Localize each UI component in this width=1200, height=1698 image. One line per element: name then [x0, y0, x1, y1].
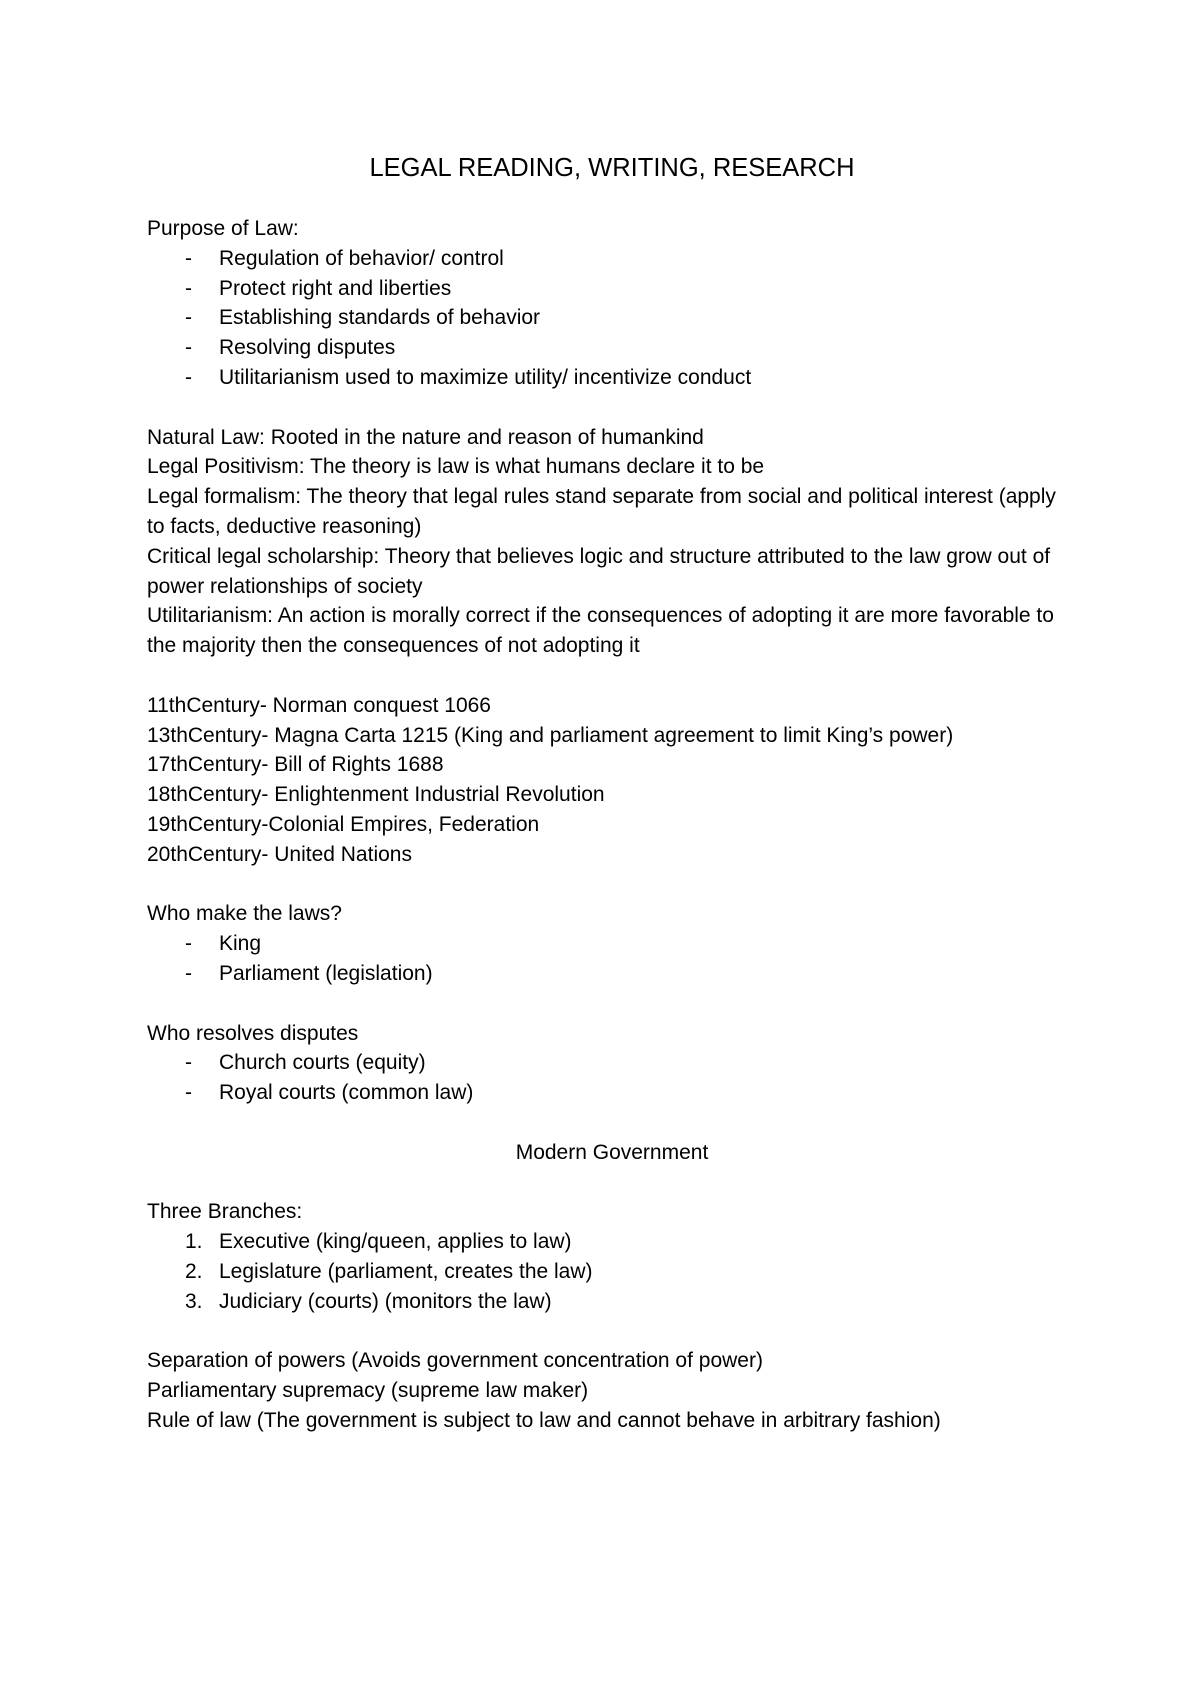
list-item: 1. Executive (king/queen, applies to law): [147, 1227, 1077, 1257]
list-item: - Royal courts (common law): [147, 1078, 1077, 1108]
list-item: - Parliament (legislation): [147, 959, 1077, 989]
dash-marker: -: [185, 246, 192, 270]
dash-marker: -: [185, 1081, 192, 1105]
modern-government-heading: Modern Government: [515, 1140, 709, 1164]
dash-marker: -: [185, 336, 192, 360]
branches-heading: Three Branches:: [147, 1200, 303, 1224]
list-item: - Protect right and liberties: [147, 274, 1077, 304]
list-item: 3. Judiciary (courts) (monitors the law): [147, 1287, 1077, 1317]
list-item: - Church courts (equity): [147, 1048, 1077, 1078]
theory-critical-legal-scholarship: Critical legal scholarship: Theory that believes logic and structure attributed to the law grow out of power relationships of society: [147, 544, 1051, 598]
dash-marker: -: [185, 306, 192, 330]
century-11: 11thCentury- Norman conquest 1066: [147, 693, 491, 717]
spacer: [147, 393, 1077, 423]
spacer: [147, 1108, 1077, 1138]
spacer: [147, 1316, 1077, 1346]
dash-marker: -: [185, 365, 192, 389]
century-17: 17thCentury- Bill of Rights 1688: [147, 753, 444, 777]
list-item: - Regulation of behavior/ control: [147, 244, 1077, 274]
lawmakers-heading: Who make the laws?: [147, 902, 342, 926]
list-item: - Resolving disputes: [147, 333, 1077, 363]
century-18: 18thCentury- Enlightenment Industrial Revolution: [147, 783, 605, 807]
spacer: [147, 989, 1077, 1019]
number-marker: 3.: [185, 1289, 203, 1313]
list-item: - King: [147, 929, 1077, 959]
branches-list: [147, 1227, 1077, 1316]
century-20: 20thCentury- United Nations: [147, 842, 412, 866]
purpose-heading: Purpose of Law:: [147, 217, 299, 240]
principle-separation-of-powers: Separation of powers (Avoids government concentration of power): [147, 1349, 763, 1373]
theory-legal-formalism: Legal formalism: The theory that legal rules stand separate from social and political interest (apply to facts, deductive reasoning): [147, 485, 1056, 538]
list-item: - Utilitarianism used to maximize utility/ incentivize conduct: [147, 363, 1077, 393]
century-13: 13thCentury- Magna Carta 1215 (King and parliament agreement to limit King’s power): [147, 723, 954, 747]
number-marker: 2.: [185, 1259, 203, 1283]
spacer: [147, 661, 1077, 691]
number-marker: 1.: [185, 1230, 203, 1254]
purpose-list: [147, 244, 1077, 393]
document-title: LEGAL READING, WRITING, RESEARCH: [369, 154, 855, 182]
dash-marker: -: [185, 276, 192, 300]
list-item: 2. Legislature (parliament, creates the law): [147, 1257, 1077, 1287]
disputes-list: [147, 1048, 1077, 1108]
theory-natural-law: Natural Law: Rooted in the nature and reason of humankind: [147, 425, 704, 449]
disputes-heading: Who resolves disputes: [147, 1021, 359, 1045]
principle-rule-of-law: Rule of law (The government is subject to law and cannot behave in arbitrary fashion): [147, 1408, 941, 1432]
dash-marker: -: [185, 1051, 192, 1075]
dash-marker: -: [185, 932, 192, 956]
dash-marker: -: [185, 961, 192, 985]
lawmakers-list: [147, 929, 1077, 989]
theory-legal-positivism: Legal Positivism: The theory is law is what humans declare it to be: [147, 455, 765, 479]
principle-parliamentary-supremacy: Parliamentary supremacy (supreme law maker): [147, 1379, 589, 1403]
century-19: 19thCentury-Colonial Empires, Federation: [147, 812, 540, 836]
spacer: [147, 870, 1077, 900]
spacer: [147, 1168, 1077, 1198]
list-item: - Establishing standards of behavior: [147, 303, 1077, 333]
theory-utilitarianism: Utilitarianism: An action is morally correct if the consequences of adopting it are more favorable to the majority then the consequences of not adopting it: [147, 604, 1054, 658]
document-body: [147, 140, 1077, 1436]
